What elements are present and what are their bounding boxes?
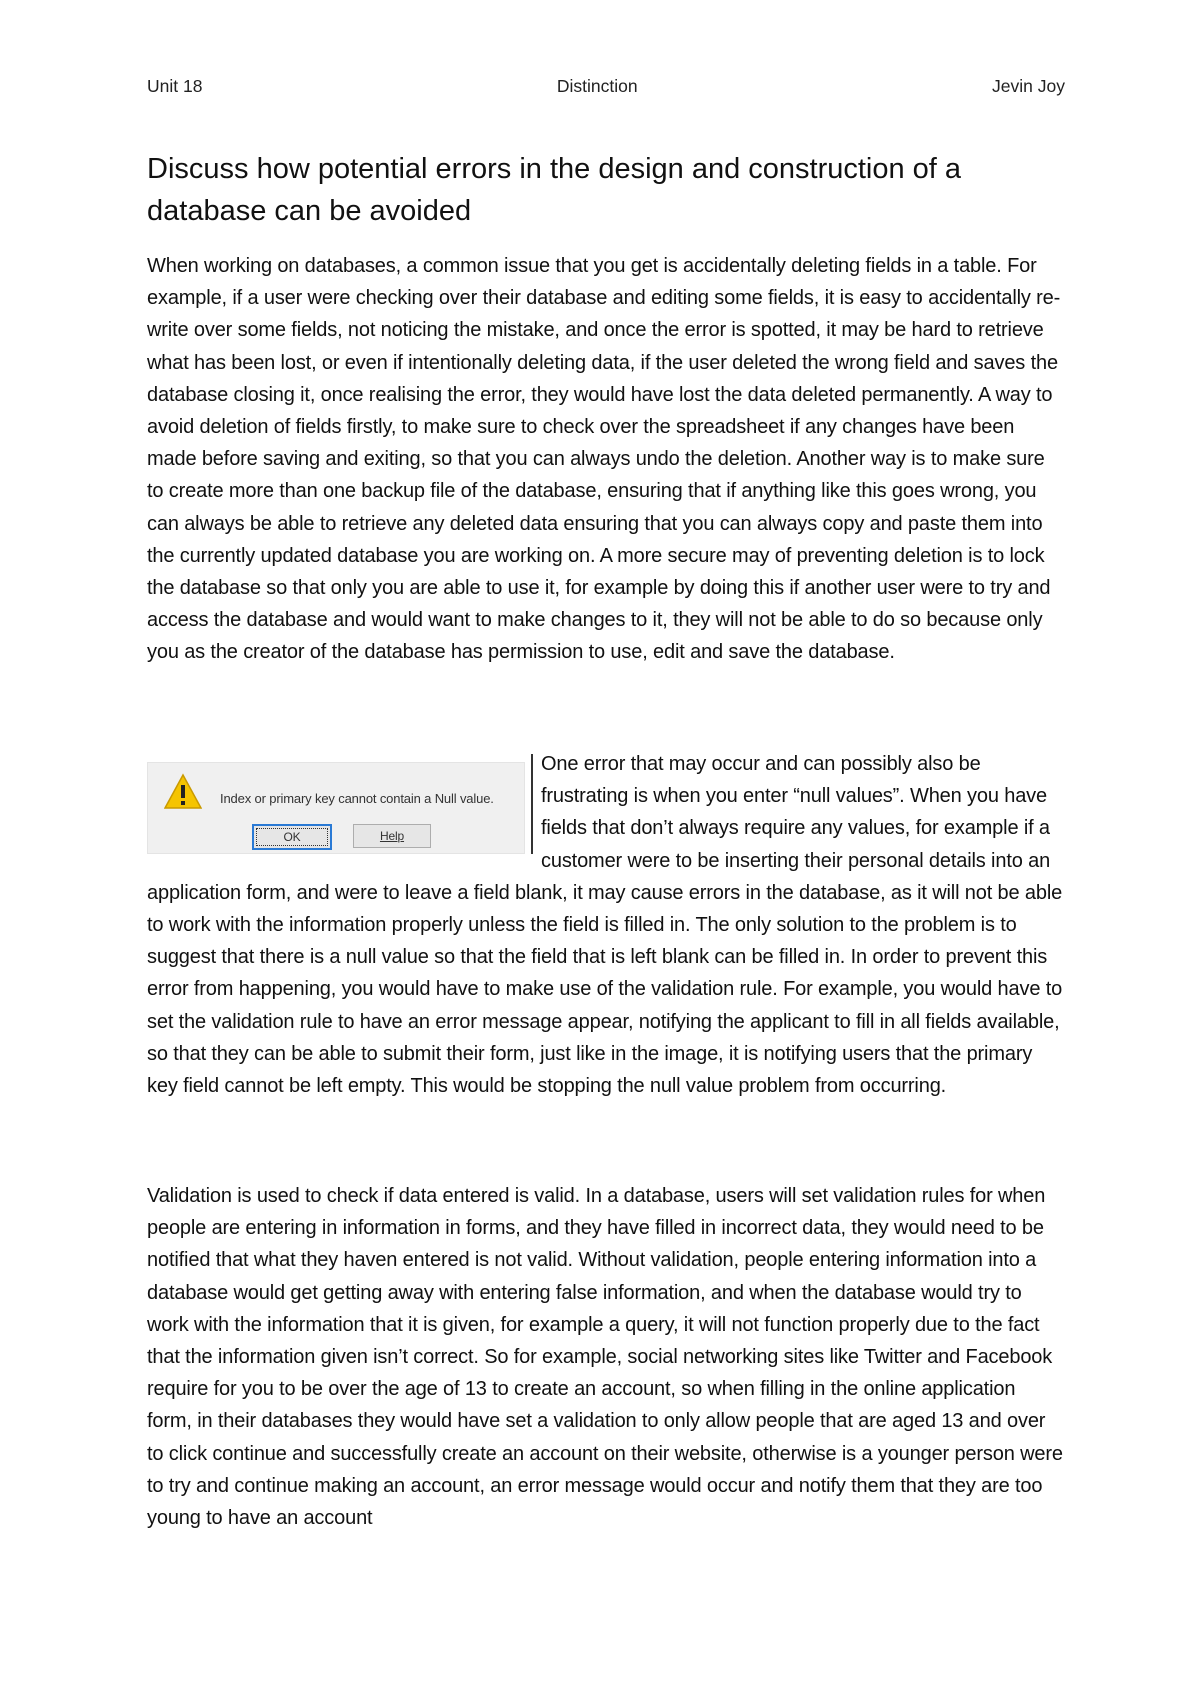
dialog-message: Index or primary key cannot contain a Null value. (220, 791, 494, 806)
image-edge-divider (531, 754, 533, 854)
header-grade: Distinction (556, 76, 638, 96)
paragraph-deletion: When working on databases, a common issue that you get is accidentally deleting fields in a table. For example, if a user were checking over their database and editing some fields, it is easy to accidentally re-write over some fields, not noticing the mistake, and once the error is spotted, it may be hard to retrieve what has been lost, or even if intentionally deleting data, if the user deleted the wrong field and saves the database closing it, once realising the error, they would have lost the data deleted permanently. A way to avoid deletion of fields firstly, to make sure to check over the spreadsheet if any changes have been made before saving and exiting, so that you can always undo the deletion. Another way is to make sure to create more than one backup file of the database, ensuring that if anything like this goes wrong, you can always be able to retrieve any deleted data ensuring that you can always copy and paste them into the currently updated database you are working on. A more secure may of preventing deletion is to lock the database so that only you are able to use it, for example by doing this if another user were to try and access the database and would want to make changes to it, they will not be able to do so because only you as the creator of the database has permission to use, edit and save the database. (147, 255, 1061, 664)
paragraph-validation: Validation is used to check if data entered is valid. In a database, users will set validation rules for when people are entering in information in forms, and they have filled in incorrect data, they would need to be notified that what they haven entered is not valid. Without validation, people entering information into a database would get getting away with entering false information, and when the database would try to work with the information that it is given, for example a query, it will not function properly due to the fact that the information given isn’t correct. So for example, social networking sites like Twitter and Facebook require for you to be over the age of 13 to create an account, so when filling in the online application form, in their databases they would have set a validation to only allow people that are aged 13 and over to click continue and successfully create an account on their website, otherwise is a younger person were to try and continue making an account, an error message would occur and notify them that they are too young to have an account (147, 1185, 1063, 1530)
error-dialog (147, 762, 525, 854)
ok-button[interactable]: OK (252, 824, 332, 850)
header-unit: Unit 18 (147, 76, 203, 96)
page-header (147, 76, 1065, 97)
help-button[interactable]: Help (353, 824, 431, 848)
paragraph-null-values-text: One error that may occur and can possibly also be frustrating is when you enter “null values”. When you have fields that don’t always require any values, for example if a customer were to be inserting their personal details into an application form, and were to leave a field blank, it may cause errors in the database, as it will not be able to work with the information properly unless the field is filled in. The only solution to the problem is to suggest that there is a null value so that the field that is left blank can be filled in. In order to prevent this error from happening, you would have to make use of the validation rule. For example, you would have to set the validation rule to have an error message appear, notifying the applicant to fill in all fields available, so that they can be able to submit their form, just like in the image, it is notifying users that the primary key field cannot be left empty. This would be stopping the null value problem from occurring. (147, 753, 1063, 1098)
paragraph-null-values (147, 748, 1065, 1102)
document-title: Discuss how potential errors in the design and construction of a database can be avoided (147, 153, 962, 227)
header-author: Jevin Joy (992, 76, 1065, 96)
warning-icon (164, 773, 202, 811)
null-value-dialog-screenshot (147, 754, 525, 854)
